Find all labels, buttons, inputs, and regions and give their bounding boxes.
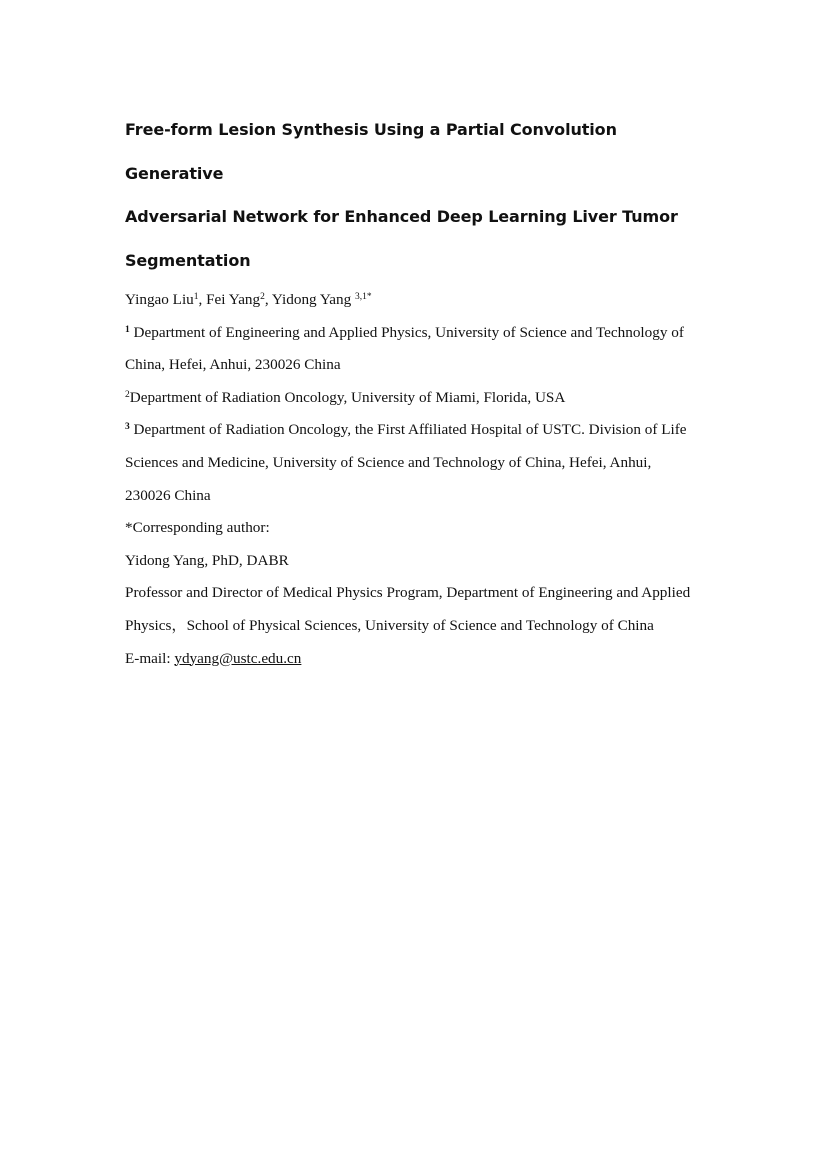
corresponding-author-block	[125, 512, 715, 675]
email-line	[125, 643, 715, 676]
paper-title-page	[125, 108, 715, 675]
author-separator: ,	[198, 291, 207, 308]
affiliation-2	[125, 382, 715, 415]
affiliation-line	[125, 317, 715, 350]
author-separator: ,	[264, 291, 272, 308]
affiliation-number: 3	[125, 422, 130, 433]
affiliation-line: 230026 China	[125, 486, 211, 504]
affiliation-1	[125, 317, 715, 382]
affiliation-line	[125, 382, 715, 415]
affiliation-text: Department of Radiation Oncology, University of Miami, Florida, USA	[129, 388, 566, 406]
affiliation-number: 1	[125, 324, 130, 335]
title-line-2: Adversarial Network for Enhanced Deep Learning Liver Tumor	[125, 207, 678, 226]
author-name: Yidong Yang	[271, 291, 356, 308]
affiliation-3	[125, 414, 715, 512]
affiliation-number: 2	[125, 389, 130, 400]
affiliation-text: Department of Engineering and Applied Physics, University of Science and Technology of	[129, 323, 684, 341]
affiliation-text: Department of Radiation Oncology, the First Affiliated Hospital of USTC. Division of Life	[129, 421, 687, 439]
author-list	[125, 284, 715, 317]
corresponding-position-line: Professor and Director of Medical Physics Program, Department of Engineering and Applied	[125, 584, 691, 602]
author-affiliation-mark: 3,1*	[355, 291, 372, 302]
paper-title	[125, 108, 715, 282]
title-line-1: Free-form Lesion Synthesis Using a Partial Convolution Generative	[125, 120, 617, 183]
affiliation-line	[125, 414, 715, 447]
author-name: Fei Yang	[206, 291, 261, 308]
corresponding-name: Yidong Yang, PhD, DABR	[125, 551, 289, 569]
email-label: E-mail:	[125, 649, 175, 667]
affiliation-line: China, Hefei, Anhui, 230026 China	[125, 356, 341, 374]
corresponding-label: *Corresponding author:	[125, 519, 270, 537]
author-name: Yingao Liu	[125, 291, 194, 308]
corresponding-position-line: Physics，School of Physical Sciences, University of Science and Technology of China	[125, 616, 654, 634]
email-link[interactable]: ydyang@ustc.edu.cn	[174, 649, 302, 667]
affiliation-line: Sciences and Medicine, University of Science and Technology of China, Hefei, Anhui,	[125, 453, 652, 471]
title-line-3: Segmentation	[125, 250, 251, 270]
author-affiliation-mark: 2	[260, 291, 265, 302]
author-affiliation-mark: 1	[193, 291, 199, 302]
